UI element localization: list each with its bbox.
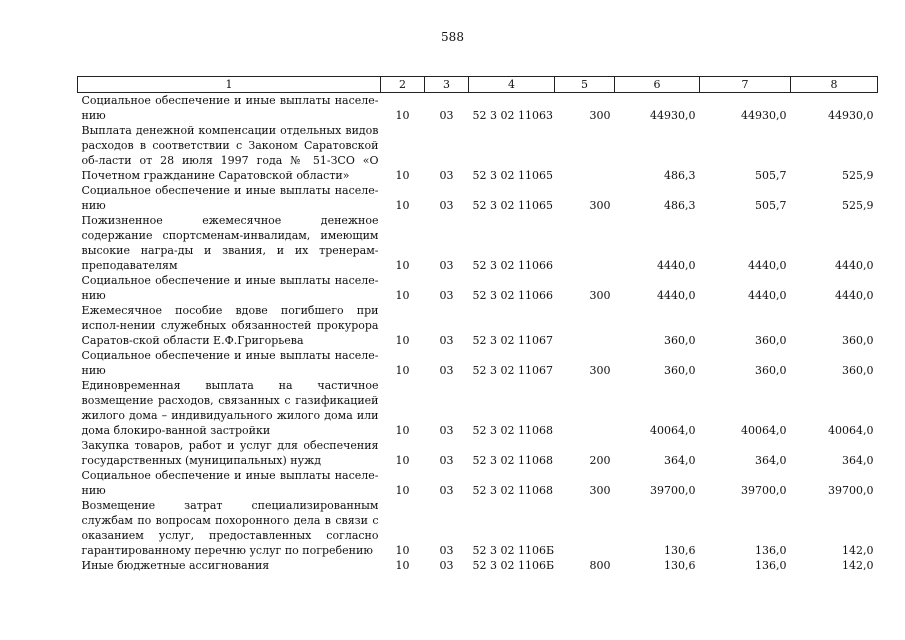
row-amount-year1: 44930,0 (650, 109, 696, 122)
row-section: 10 (395, 199, 410, 212)
row-expense-type (555, 303, 615, 348)
row-target-code: 52 3 02 11068 (472, 424, 553, 437)
row-section: 10 (395, 544, 410, 557)
row-name: Социальное обеспечение и иные выплаты населе-нию (81, 349, 379, 377)
row-target-code: 52 3 02 11065 (472, 169, 553, 182)
row-amount-year3: 525,9 (842, 169, 874, 182)
row-name: Ежемесячное пособие вдове погибшего при испол-нении служебных обязанностей прокурора Саратов-ской области Е.Ф.Григорьева (81, 304, 379, 347)
row-target-code: 52 3 02 11067 (472, 364, 553, 377)
budget-table (77, 76, 878, 573)
row-subsection: 03 (439, 199, 454, 212)
row-amount-year2: 364,0 (755, 454, 787, 467)
column-header: 1 (78, 77, 381, 93)
column-header: 2 (381, 77, 425, 93)
row-target-code: 52 3 02 11066 (472, 259, 553, 272)
row-subsection: 03 (439, 364, 454, 377)
row-section: 10 (395, 454, 410, 467)
row-name: Социальное обеспечение и иные выплаты населе-нию (81, 94, 379, 122)
row-amount-year3: 39700,0 (828, 484, 874, 497)
row-subsection: 03 (439, 259, 454, 272)
row-target-code: 52 3 02 11068 (472, 454, 553, 467)
row-amount-year1: 4440,0 (657, 289, 696, 302)
page-number: 588 (441, 30, 464, 44)
row-amount-year3: 360,0 (842, 334, 874, 347)
row-amount-year1: 130,6 (664, 544, 696, 557)
row-expense-type (555, 213, 615, 273)
row-amount-year2: 505,7 (755, 199, 787, 212)
row-section: 10 (395, 424, 410, 437)
row-amount-year1: 39700,0 (650, 484, 696, 497)
row-amount-year3: 364,0 (842, 454, 874, 467)
row-amount-year3: 4440,0 (835, 259, 874, 272)
row-amount-year2: 39700,0 (741, 484, 787, 497)
table-row (78, 123, 878, 183)
row-subsection: 03 (439, 484, 454, 497)
row-name: Пожизненное ежемесячное денежное содержание спортсменам-инвалидам, имеющим высокие награ-ды и звания, и их тренерам-преподавателям (81, 214, 379, 272)
header-row (78, 77, 878, 93)
row-amount-year3: 142,0 (842, 544, 874, 557)
row-name: Возмещение затрат специализированным службам по вопросам похоронного дела в связи с оказанием услуг, предоставленных согласно гарантированному перечню услуг по погребению (81, 499, 379, 557)
row-name: Закупка товаров, работ и услуг для обеспечения государственных (муниципальных) нужд (81, 439, 379, 467)
table-row (78, 498, 878, 558)
row-section: 10 (395, 364, 410, 377)
row-amount-year3: 44930,0 (828, 109, 874, 122)
row-expense-type: 300 (589, 364, 611, 377)
row-subsection: 03 (439, 424, 454, 437)
row-amount-year1: 486,3 (664, 169, 696, 182)
row-amount-year2: 40064,0 (741, 424, 787, 437)
row-amount-year3: 525,9 (842, 199, 874, 212)
row-amount-year1: 360,0 (664, 334, 696, 347)
row-amount-year1: 486,3 (664, 199, 696, 212)
table-row (78, 438, 878, 468)
row-amount-year3: 4440,0 (835, 289, 874, 302)
table-row (78, 558, 878, 573)
row-expense-type (555, 123, 615, 183)
row-amount-year2: 360,0 (755, 334, 787, 347)
row-amount-year1: 4440,0 (657, 259, 696, 272)
row-amount-year1: 130,6 (664, 559, 696, 572)
row-amount-year2: 360,0 (755, 364, 787, 377)
row-target-code: 52 3 02 1106Б (472, 559, 555, 572)
table-row (78, 273, 878, 303)
column-header: 6 (615, 77, 700, 93)
row-section: 10 (395, 559, 410, 572)
table-row (78, 93, 878, 124)
row-amount-year2: 4440,0 (748, 289, 787, 302)
row-section: 10 (395, 334, 410, 347)
column-header: 5 (555, 77, 615, 93)
row-name: Социальное обеспечение и иные выплаты населе-нию (81, 469, 379, 497)
table-row (78, 468, 878, 498)
row-expense-type: 300 (589, 199, 611, 212)
row-subsection: 03 (439, 454, 454, 467)
table-row (78, 303, 878, 348)
row-name: Социальное обеспечение и иные выплаты населе-нию (81, 274, 379, 302)
row-section: 10 (395, 484, 410, 497)
row-amount-year3: 142,0 (842, 559, 874, 572)
row-expense-type: 300 (589, 484, 611, 497)
row-section: 10 (395, 289, 410, 302)
row-amount-year2: 44930,0 (741, 109, 787, 122)
table-row (78, 213, 878, 273)
column-header: 3 (425, 77, 469, 93)
row-section: 10 (395, 259, 410, 272)
row-target-code: 52 3 02 11065 (472, 199, 553, 212)
row-expense-type: 300 (589, 109, 611, 122)
row-target-code: 52 3 02 11066 (472, 289, 553, 302)
row-expense-type (555, 498, 615, 558)
row-name: Социальное обеспечение и иные выплаты населе-нию (81, 184, 379, 212)
row-subsection: 03 (439, 544, 454, 557)
table-row (78, 378, 878, 438)
row-name: Иные бюджетные ассигнования (81, 559, 270, 572)
row-target-code: 52 3 02 11068 (472, 484, 553, 497)
row-amount-year2: 4440,0 (748, 259, 787, 272)
row-expense-type: 300 (589, 289, 611, 302)
row-section: 10 (395, 109, 410, 122)
row-subsection: 03 (439, 289, 454, 302)
row-subsection: 03 (439, 169, 454, 182)
row-amount-year2: 136,0 (755, 559, 787, 572)
row-expense-type: 200 (589, 454, 611, 467)
row-expense-type: 800 (589, 559, 611, 572)
row-amount-year2: 505,7 (755, 169, 787, 182)
row-name: Выплата денежной компенсации отдельных видов расходов в соответствии с Законом Саратовской об-ласти от 28 июля 1997 года № 51-ЗСО «О Почетном гражданине Саратовской области» (81, 124, 379, 182)
row-target-code: 52 3 02 1106Б (472, 544, 555, 557)
row-amount-year3: 360,0 (842, 364, 874, 377)
row-subsection: 03 (439, 559, 454, 572)
table-row (78, 348, 878, 378)
column-header: 4 (469, 77, 555, 93)
row-amount-year1: 40064,0 (650, 424, 696, 437)
row-amount-year1: 360,0 (664, 364, 696, 377)
column-header: 8 (791, 77, 878, 93)
row-name: Единовременная выплата на частичное возмещение расходов, связанных с газификацией жилого дома – индивидуального жилого дома или дома блокиро-ванной застройки (81, 379, 379, 437)
column-header: 7 (700, 77, 791, 93)
row-subsection: 03 (439, 334, 454, 347)
row-section: 10 (395, 169, 410, 182)
row-amount-year2: 136,0 (755, 544, 787, 557)
row-target-code: 52 3 02 11067 (472, 334, 553, 347)
row-subsection: 03 (439, 109, 454, 122)
row-target-code: 52 3 02 11063 (472, 109, 553, 122)
table-row (78, 183, 878, 213)
row-expense-type (555, 378, 615, 438)
row-amount-year3: 40064,0 (828, 424, 874, 437)
row-amount-year1: 364,0 (664, 454, 696, 467)
